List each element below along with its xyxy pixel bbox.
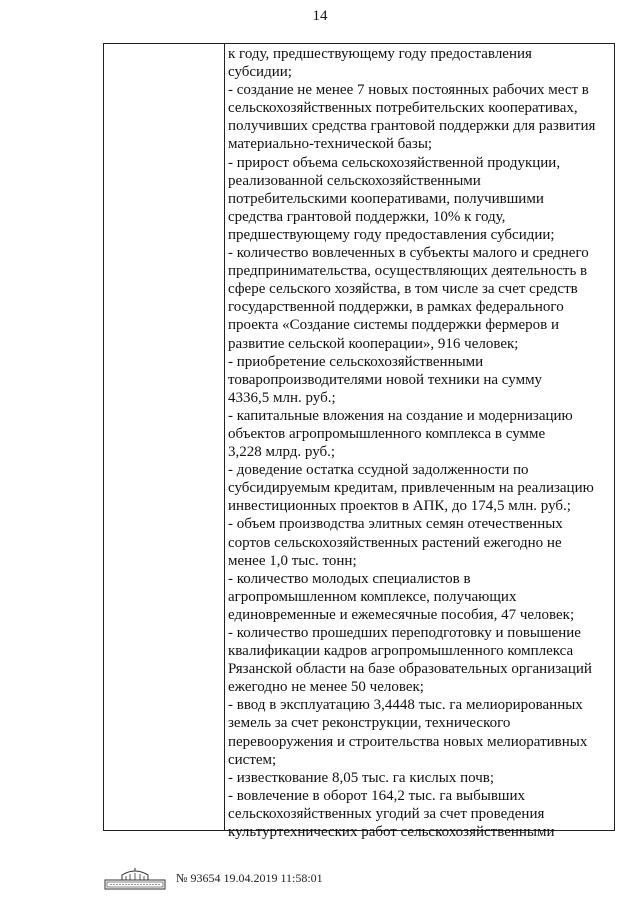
text-line: - ввод в эксплуатацию 3,4448 тыс. га мелиорированных <box>228 697 583 714</box>
page-number: 14 <box>312 8 328 24</box>
text-line: потребительскими кооперативами, получившими <box>228 190 544 207</box>
table-left-cell <box>104 44 224 830</box>
text-line: предшествующему году предоставления субсидии; <box>228 226 555 243</box>
text-line: развитие сельской кооперации», 916 человек; <box>228 335 519 352</box>
text-line: - приобретение сельскохозяйственными <box>228 353 484 370</box>
text-line: субсидируемым кредитам, привлеченным на реализацию <box>228 480 594 497</box>
text-line: предпринимательства, осуществляющих деятельность в <box>228 263 588 280</box>
text-line: ежегодно не менее 50 человек; <box>228 679 424 696</box>
text-line: - известкование 8,05 тыс. га кислых почв; <box>228 769 495 786</box>
text-line: сельскохозяйственных угодий за счет проведения <box>228 805 545 822</box>
text-line: - количество прошедших переподготовку и повышение <box>228 625 581 641</box>
text-line: перевооружения и строительства новых мелиоративных <box>228 733 588 750</box>
document-footer <box>104 866 323 890</box>
text-line: к году, предшествующему году предоставления <box>228 46 532 62</box>
text-line: объектов агропромышленного комплекса в сумме <box>228 425 546 442</box>
text-line: 3,228 млрд. руб.; <box>228 444 336 461</box>
text-line: - объем производства элитных семян отечественных <box>228 516 563 533</box>
text-line: - капитальные вложения на создание и модернизацию <box>228 407 573 424</box>
text-line: средства грантовой поддержки, 10% к году, <box>228 208 506 225</box>
text-line: проекта «Создание системы поддержки фермеров и <box>228 317 559 334</box>
text-line: субсидии; <box>228 64 292 81</box>
text-line: инвестиционных проектов в АПК, до 174,5 млн. руб.; <box>228 498 571 515</box>
text-line: менее 1,0 тыс. тонн; <box>228 552 357 569</box>
text-line: систем; <box>228 751 277 768</box>
table-right-cell <box>228 45 610 841</box>
text-line: получивших средства грантовой поддержки для развития <box>228 118 596 135</box>
registry-logo-icon <box>104 866 166 890</box>
text-line: сельскохозяйственных потребительских кооперативах, <box>228 100 578 117</box>
text-line: материально-технической базы; <box>228 136 433 153</box>
text-line: - количество вовлеченных в субъекты малого и среднего <box>228 245 589 262</box>
column-divider <box>224 44 225 830</box>
text-line: реализованной сельскохозяйственными <box>228 172 481 189</box>
text-line: сортов сельскохозяйственных растений ежегодно не <box>228 534 562 551</box>
text-line: - вовлечение в оборот 164,2 тыс. га выбывших <box>228 787 525 804</box>
text-line: Рязанской области на базе образовательных организаций <box>228 661 592 678</box>
text-line: товаропроизводителями новой техники на сумму <box>228 371 543 388</box>
text-line: - доведение остатка ссудной задолженности по <box>228 462 529 479</box>
text-line: сфере сельского хозяйства, в том числе за счет средств <box>228 281 578 298</box>
text-line: 4336,5 млн. руб.; <box>228 389 336 406</box>
text-line: квалификации кадров агропромышленного комплекса <box>228 643 574 660</box>
document-table <box>103 43 615 841</box>
text-line: агропромышленном комплексе, получающих <box>228 588 517 605</box>
text-line: - создание не менее 7 новых постоянных рабочих мест в <box>228 82 589 99</box>
text-line: земель за счет реконструкции, технического <box>228 715 511 732</box>
text-line: государственной поддержки, в рамках федерального <box>228 299 564 316</box>
text-line: единовременные и ежемесячные пособия, 47 человек; <box>228 606 575 623</box>
registration-stamp-text: № 93654 19.04.2019 11:58:01 <box>176 870 323 885</box>
text-line: - количество молодых специалистов в <box>228 570 471 587</box>
text-line: культуртехнических работ сельскохозяйственными <box>228 824 555 841</box>
text-line: - прирост объема сельскохозяйственной продукции, <box>228 154 561 171</box>
